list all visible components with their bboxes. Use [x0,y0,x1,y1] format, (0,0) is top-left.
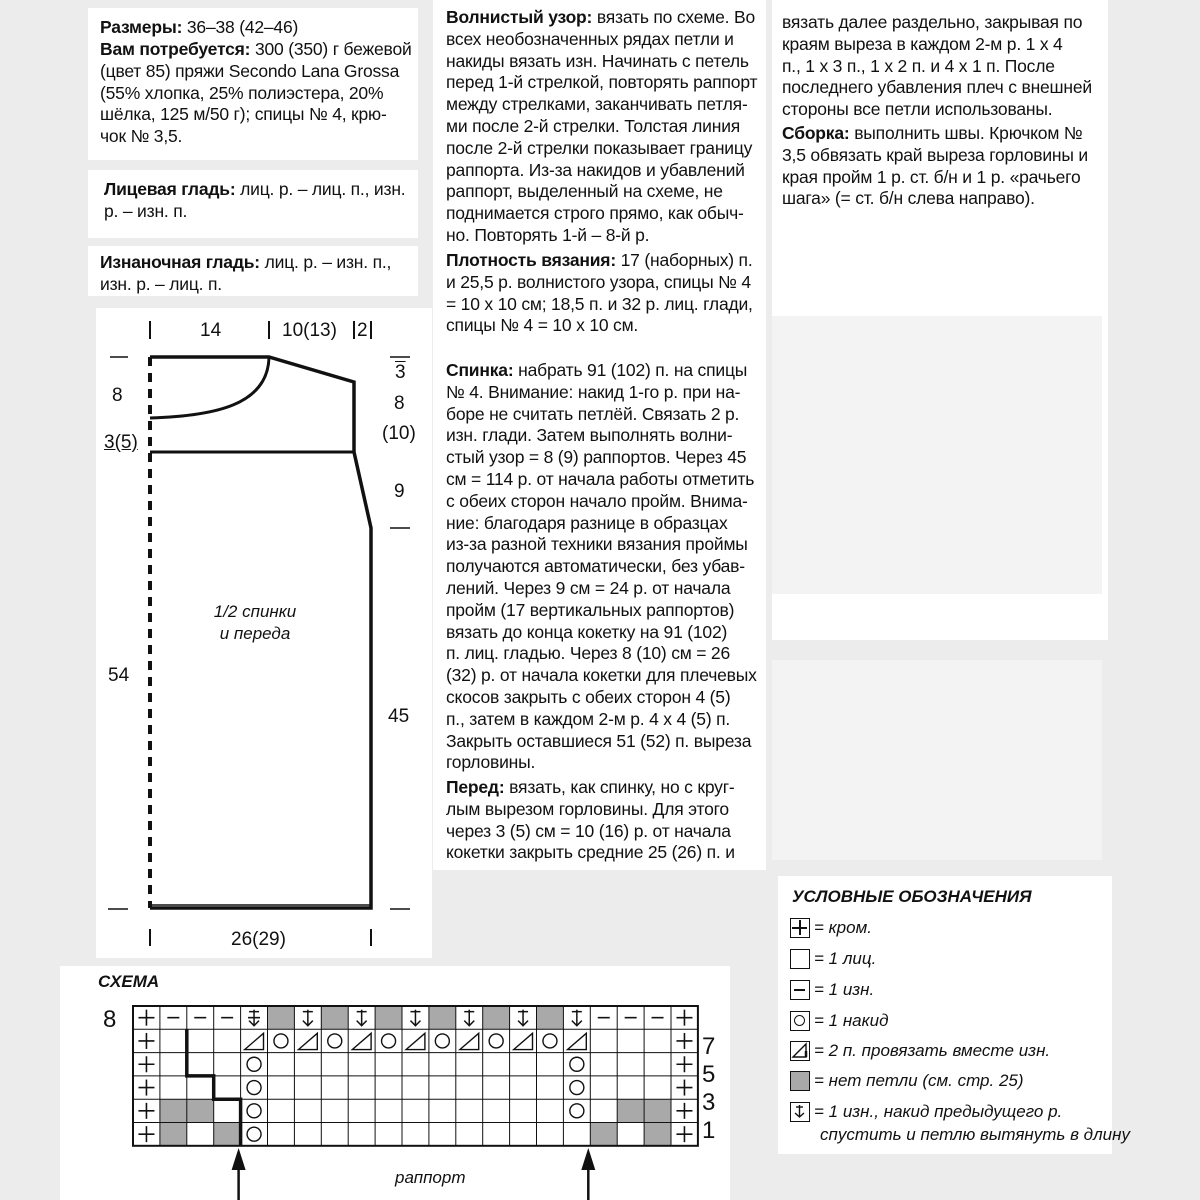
text-line: последнего убавления плеч с внешней [782,77,1092,98]
materials-line: (55% хлопка, 25% полиэстера, 20% [100,82,384,103]
dim-shoulder-slope: 3 [395,362,406,383]
schematic-label-line: и переда [219,624,291,643]
materials-label: Вам потребуется: [100,39,251,59]
no-stitch-cell [590,1123,617,1146]
no-stitch-cell [160,1099,187,1122]
text-line: и 25,5 р. волнистого узора, спицы № 4 [446,271,751,292]
yarn-over-symbol [247,1081,261,1095]
text-line: боре не считать петлёй. Связать 2 р. [446,403,740,424]
text-line: стый узор = 8 (9) раппортов. Через 45 [446,447,747,468]
k2tog-symbol [406,1033,425,1049]
legend-label: = 1 накид [814,1011,889,1030]
yarn-over-symbol [274,1034,288,1048]
text-line: лений. Через 9 см = 24 р. от начала [446,577,731,598]
text-line: после 2-й стрелки показывает границу [446,137,753,158]
no-stitch-cell [483,1006,510,1029]
text-line: спицы № 4 = 10 х 10 см. [446,315,639,336]
text-line: № 4. Внимание: накид 1-го р. при на- [446,381,741,402]
text-line: между стрелками, заканчивать петля- [446,94,748,115]
sizes-value: 36–38 (42–46) [186,17,299,37]
materials-line: чок № 3,5. [100,126,183,147]
gauge-label: Плотность вязания: [446,250,616,270]
front-label: Перед: [446,777,505,797]
legend-label: = 1 изн. [814,980,875,999]
legend-label: = кром. [814,918,872,937]
k2tog-symbol [352,1033,371,1049]
sizes-label: Размеры: [100,17,183,37]
no-stitch-cell [375,1006,402,1029]
no-stitch-cell [321,1006,348,1029]
text-line: ми после 2-й стрелки. Толстая линия [446,115,741,136]
text-line: 3,5 обвязать край выреза горловины и [782,144,1088,165]
no-stitch-cell [268,1006,295,1029]
chart-row-7-label: 7 [702,1033,716,1060]
text-line: набрать 91 (102) п. на спицы [518,360,748,380]
text-line: перед 1-й стрелкой, повторять раппорт [446,72,758,93]
text-line: = 10 х 10 см; 18,5 п. и 32 р. лиц. глади, [446,293,753,314]
yarn-over-symbol [489,1034,503,1048]
text-line: края пройм 1 р. ст. б/н и 1 р. «рачьего [782,166,1081,187]
dim-yoke-height: 8 [394,393,405,414]
wave-pattern-label: Волнистый узор: [446,7,593,27]
dim-bottom-width: 26(29) [231,929,286,950]
dim-front-neck: 3(5) [104,432,138,453]
text-line: изн. глади. Затем выполнять волни- [446,425,733,446]
reverse-stockinette-line: лиц. р. – изн. п., [264,252,392,272]
reverse-stockinette-label: Изнаночная гладь: [100,252,260,272]
reverse-stockinette-line: изн. р. – лиц. п. [100,273,222,294]
dim-yoke-height-alt: (10) [382,423,416,444]
yarn-over-symbol [247,1104,261,1118]
rapport-arrow-head [232,1148,246,1170]
chart-title: СХЕМА [98,972,160,991]
chart-row-1-label: 1 [702,1117,716,1144]
text-line: Закрыть оставшиеся 51 (52) п. выреза [446,730,752,751]
text-line: лым вырезом горловины. Для этого [446,798,729,819]
dim-shoulder-width: 10(13) [282,320,337,341]
text-line: 17 (наборных) п. [620,250,753,270]
stockinette-label: Лицевая гладь: [104,179,236,199]
yarn-over-symbol [570,1104,584,1118]
dim-armhole-width: 2 [357,320,368,341]
yarn-over-symbol [435,1034,449,1048]
yarn-over-symbol [543,1034,557,1048]
legend-label: = нет петли (см. стр. 25) [814,1071,1024,1090]
no-stitch-cell [644,1099,671,1122]
chart-row-3-label: 3 [702,1089,716,1116]
materials-line: (цвет 85) пряжи Secondo Lana Grossa [100,60,400,81]
yarn-over-symbol [247,1057,261,1071]
yarn-over-symbol [382,1034,396,1048]
yarn-over-symbol [570,1081,584,1095]
stockinette-line: р. – изн. п. [104,200,188,221]
dim-body-length: 45 [388,706,410,727]
legend-label: = 1 изн., накид предыдущего р. [814,1102,1063,1121]
no-stitch-cell [160,1123,187,1146]
no-stitch-cell [214,1123,241,1146]
text-line: горловины. [446,752,536,773]
dim-armhole-height: 9 [394,481,405,502]
text-line: раппорта. Из-за накидов и убавлений [446,159,745,180]
legend-label: = 2 п. провязать вместе изн. [814,1041,1051,1060]
no-stitch-cell [429,1006,456,1029]
k2tog-symbol [514,1033,533,1049]
stockinette-line: лиц. р. – лиц. п., изн. [240,179,406,199]
text-line: шага» (= ст. б/н слева направо). [782,188,1035,209]
materials-line: шёлка, 125 м/50 г); спицы № 4, крю- [100,104,387,125]
text-line: см = 114 р. от начала работы отметить [446,468,755,489]
text-line: всех необозначенных рядах петли и [446,28,734,49]
schematic-label-line: 1/2 спинки [213,602,297,621]
k2tog-symbol [245,1033,264,1049]
legend-label: = 1 лиц. [814,949,877,968]
text-line: но. Повторять 1-й – 8-й р. [446,224,650,245]
text-line: выполнить швы. Крючком № [854,123,1083,143]
chart-row-8-label: 8 [103,1006,117,1033]
text-line: скосов закрыть с обеих сторон 4 (5) [446,686,731,707]
text-line: вязать по схеме. Во [596,7,756,27]
text-line: кокетки закрыть средние 25 (26) п. и [446,842,735,863]
text-line: краям выреза в каждом 2-м р. 1 х 4 [782,33,1063,54]
text-line: вязать, как спинку, но с круг- [509,777,735,797]
chart-row-5-label: 5 [702,1061,716,1088]
rapport-arrow-head [581,1148,595,1170]
rapport-label: раппорт [395,1168,466,1187]
k2tog-symbol [567,1033,586,1049]
text-line: раппорт, выделенный на схеме, не [446,181,723,202]
text-line: накиды вязать изн. Начинать с петель [446,50,749,71]
text-line: поднимается строго прямо, как обыч- [446,203,744,224]
text-line: п., затем в каждом 2-м р. 4 х 4 (5) п. [446,708,731,729]
assembly-label: Сборка: [782,123,850,143]
legend-label-continued: спустить и петлю вытянуть в длину [820,1125,1130,1144]
text-line: вязать далее раздельно, закрывая по [782,12,1083,32]
dim-total-length: 54 [108,665,130,686]
yarn-over-symbol [247,1127,261,1141]
text-line: через 3 (5) см = 10 (16) р. от начала [446,820,731,841]
materials-line: 300 (350) г бежевой [254,39,412,59]
text-line: пройм (17 вертикальных раппортов) [446,599,735,620]
text-line: вязать до конца кокетку на 91 (102) [446,621,728,642]
text-line: получаются автоматически, без убав- [446,556,745,577]
text-line: стороны все петли использованы. [782,99,1053,120]
back-label: Спинка: [446,360,514,380]
text-line: ние: благодаря разнице в образцах [446,512,728,533]
dim-neck-depth: 8 [112,385,123,406]
text-line: п., 1 х 3 п., 1 х 2 п. и 4 х 1 п. После [782,55,1055,76]
yarn-over-symbol [570,1057,584,1071]
text-line: с обеих сторон начало пройм. Внима- [446,490,748,511]
no-stitch-cell [644,1123,671,1146]
text-line: (32) р. от начала кокетки для плечевых [446,665,757,686]
k2tog-symbol [460,1033,479,1049]
legend-title: УСЛОВНЫЕ ОБОЗНАЧЕНИЯ [792,887,1032,906]
text-line: из-за разной техники вязания проймы [446,534,748,555]
k2tog-symbol [298,1033,317,1049]
text-line: п. лиц. гладью. Через 8 (10) см = 26 [446,643,730,664]
dim-neck-width: 14 [200,320,222,341]
no-stitch-cell [537,1006,564,1029]
no-stitch-cell [187,1099,214,1122]
no-stitch-cell [617,1099,644,1122]
yarn-over-symbol [328,1034,342,1048]
